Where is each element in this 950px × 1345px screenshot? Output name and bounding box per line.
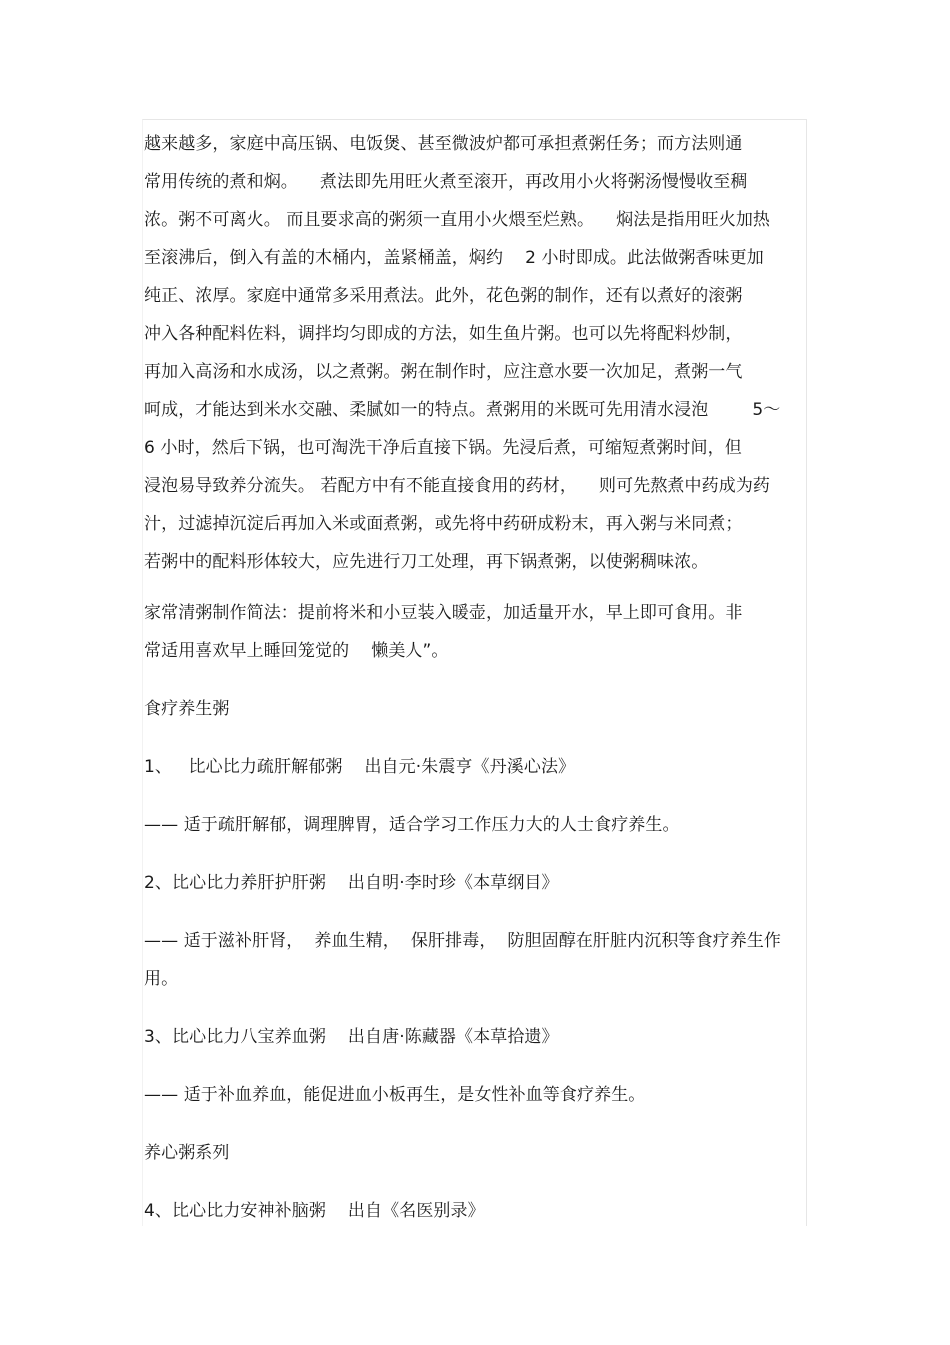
text-line: 越来越多，家庭中高压锅、电饭煲、甚至微波炉都可承担煮粥任务；而方法则通 — [144, 134, 743, 154]
section-heading-health: 食疗养生粥 — [144, 699, 230, 719]
text-line: 家常清粥制作简法：提前将米和小豆装入暖壶，加适量开水，早上即可食用。非 — [144, 603, 743, 623]
item-1-title: 1、 比心比力疏肝解郁粥 出自元·朱震亨《丹溪心法》 — [144, 757, 576, 777]
text-line: 常适用喜欢早上睡回笼觉的 懒美人”。 — [144, 641, 449, 661]
section-heading-heart: 养心粥系列 — [144, 1143, 230, 1163]
tip-paragraph — [144, 594, 809, 670]
text-line: 冲入各种配料佐料，调拌均匀即成的方法，如生鱼片粥。也可以先将配料炒制， — [144, 324, 743, 344]
item-4-title: 4、比心比力安神补脑粥 出自《名医别录》 — [144, 1201, 485, 1221]
item-3-description: —— 适于补血养血，能促进血小板再生，是女性补血等食疗养生。 — [144, 1085, 646, 1105]
text-line: 若粥中的配料形体较大，应先进行刀工处理，再下锅煮粥，以使粥稠味浓。 — [144, 552, 709, 572]
text-line: 呵成，才能达到米水交融、柔腻如一的特点。煮粥用的米既可先用清水浸泡 5～ — [144, 400, 781, 420]
text-line: 纯正、浓厚。家庭中通常多采用煮法。此外，花色粥的制作，还有以煮好的滚粥 — [144, 286, 743, 306]
text-line: 至滚沸后，倒入有盖的木桶内，盖紧桶盖，焖约 2 小时即成。此法做粥香味更加 — [144, 248, 764, 268]
item-2-description-line: —— 适于滋补肝肾， 养血生精， 保肝排毒， 防胆固醇在肝脏内沉积等食疗养生作 — [144, 931, 782, 951]
item-2-description-line: 用。 — [144, 969, 179, 989]
text-line: 浓。粥不可离火。 而且要求高的粥须一直用小火煨至烂熟。 焖法是指用旺火加热 — [144, 210, 771, 230]
intro-paragraph — [144, 125, 809, 581]
text-line: 再加入高汤和水成汤，以之煮粥。粥在制作时，应注意水要一次加足，煮粥一气 — [144, 362, 743, 382]
text-line: 浸泡易导致养分流失。 若配方中有不能直接食用的药材， 则可先熬煮中药成为药 — [144, 476, 771, 496]
item-1-description: —— 适于疏肝解郁，调理脾胃，适合学习工作压力大的人士食疗养生。 — [144, 815, 680, 835]
text-line: 汁，过滤掉沉淀后再加入米或面煮粥，或先将中药研成粉末，再入粥与米同煮； — [144, 514, 743, 534]
document-body — [144, 125, 809, 1230]
text-line: 6 小时，然后下锅，也可淘洗干净后直接下锅。先浸后煮，可缩短煮粥时间，但 — [144, 438, 742, 458]
item-2-title: 2、比心比力养肝护肝粥 出自明·李时珍《本草纲目》 — [144, 873, 559, 893]
item-3-title: 3、比心比力八宝养血粥 出自唐·陈藏器《本草拾遗》 — [144, 1027, 559, 1047]
text-line: 常用传统的煮和焖。 煮法即先用旺火煮至滚开，再改用小火将粥汤慢慢收至稠 — [144, 172, 748, 192]
